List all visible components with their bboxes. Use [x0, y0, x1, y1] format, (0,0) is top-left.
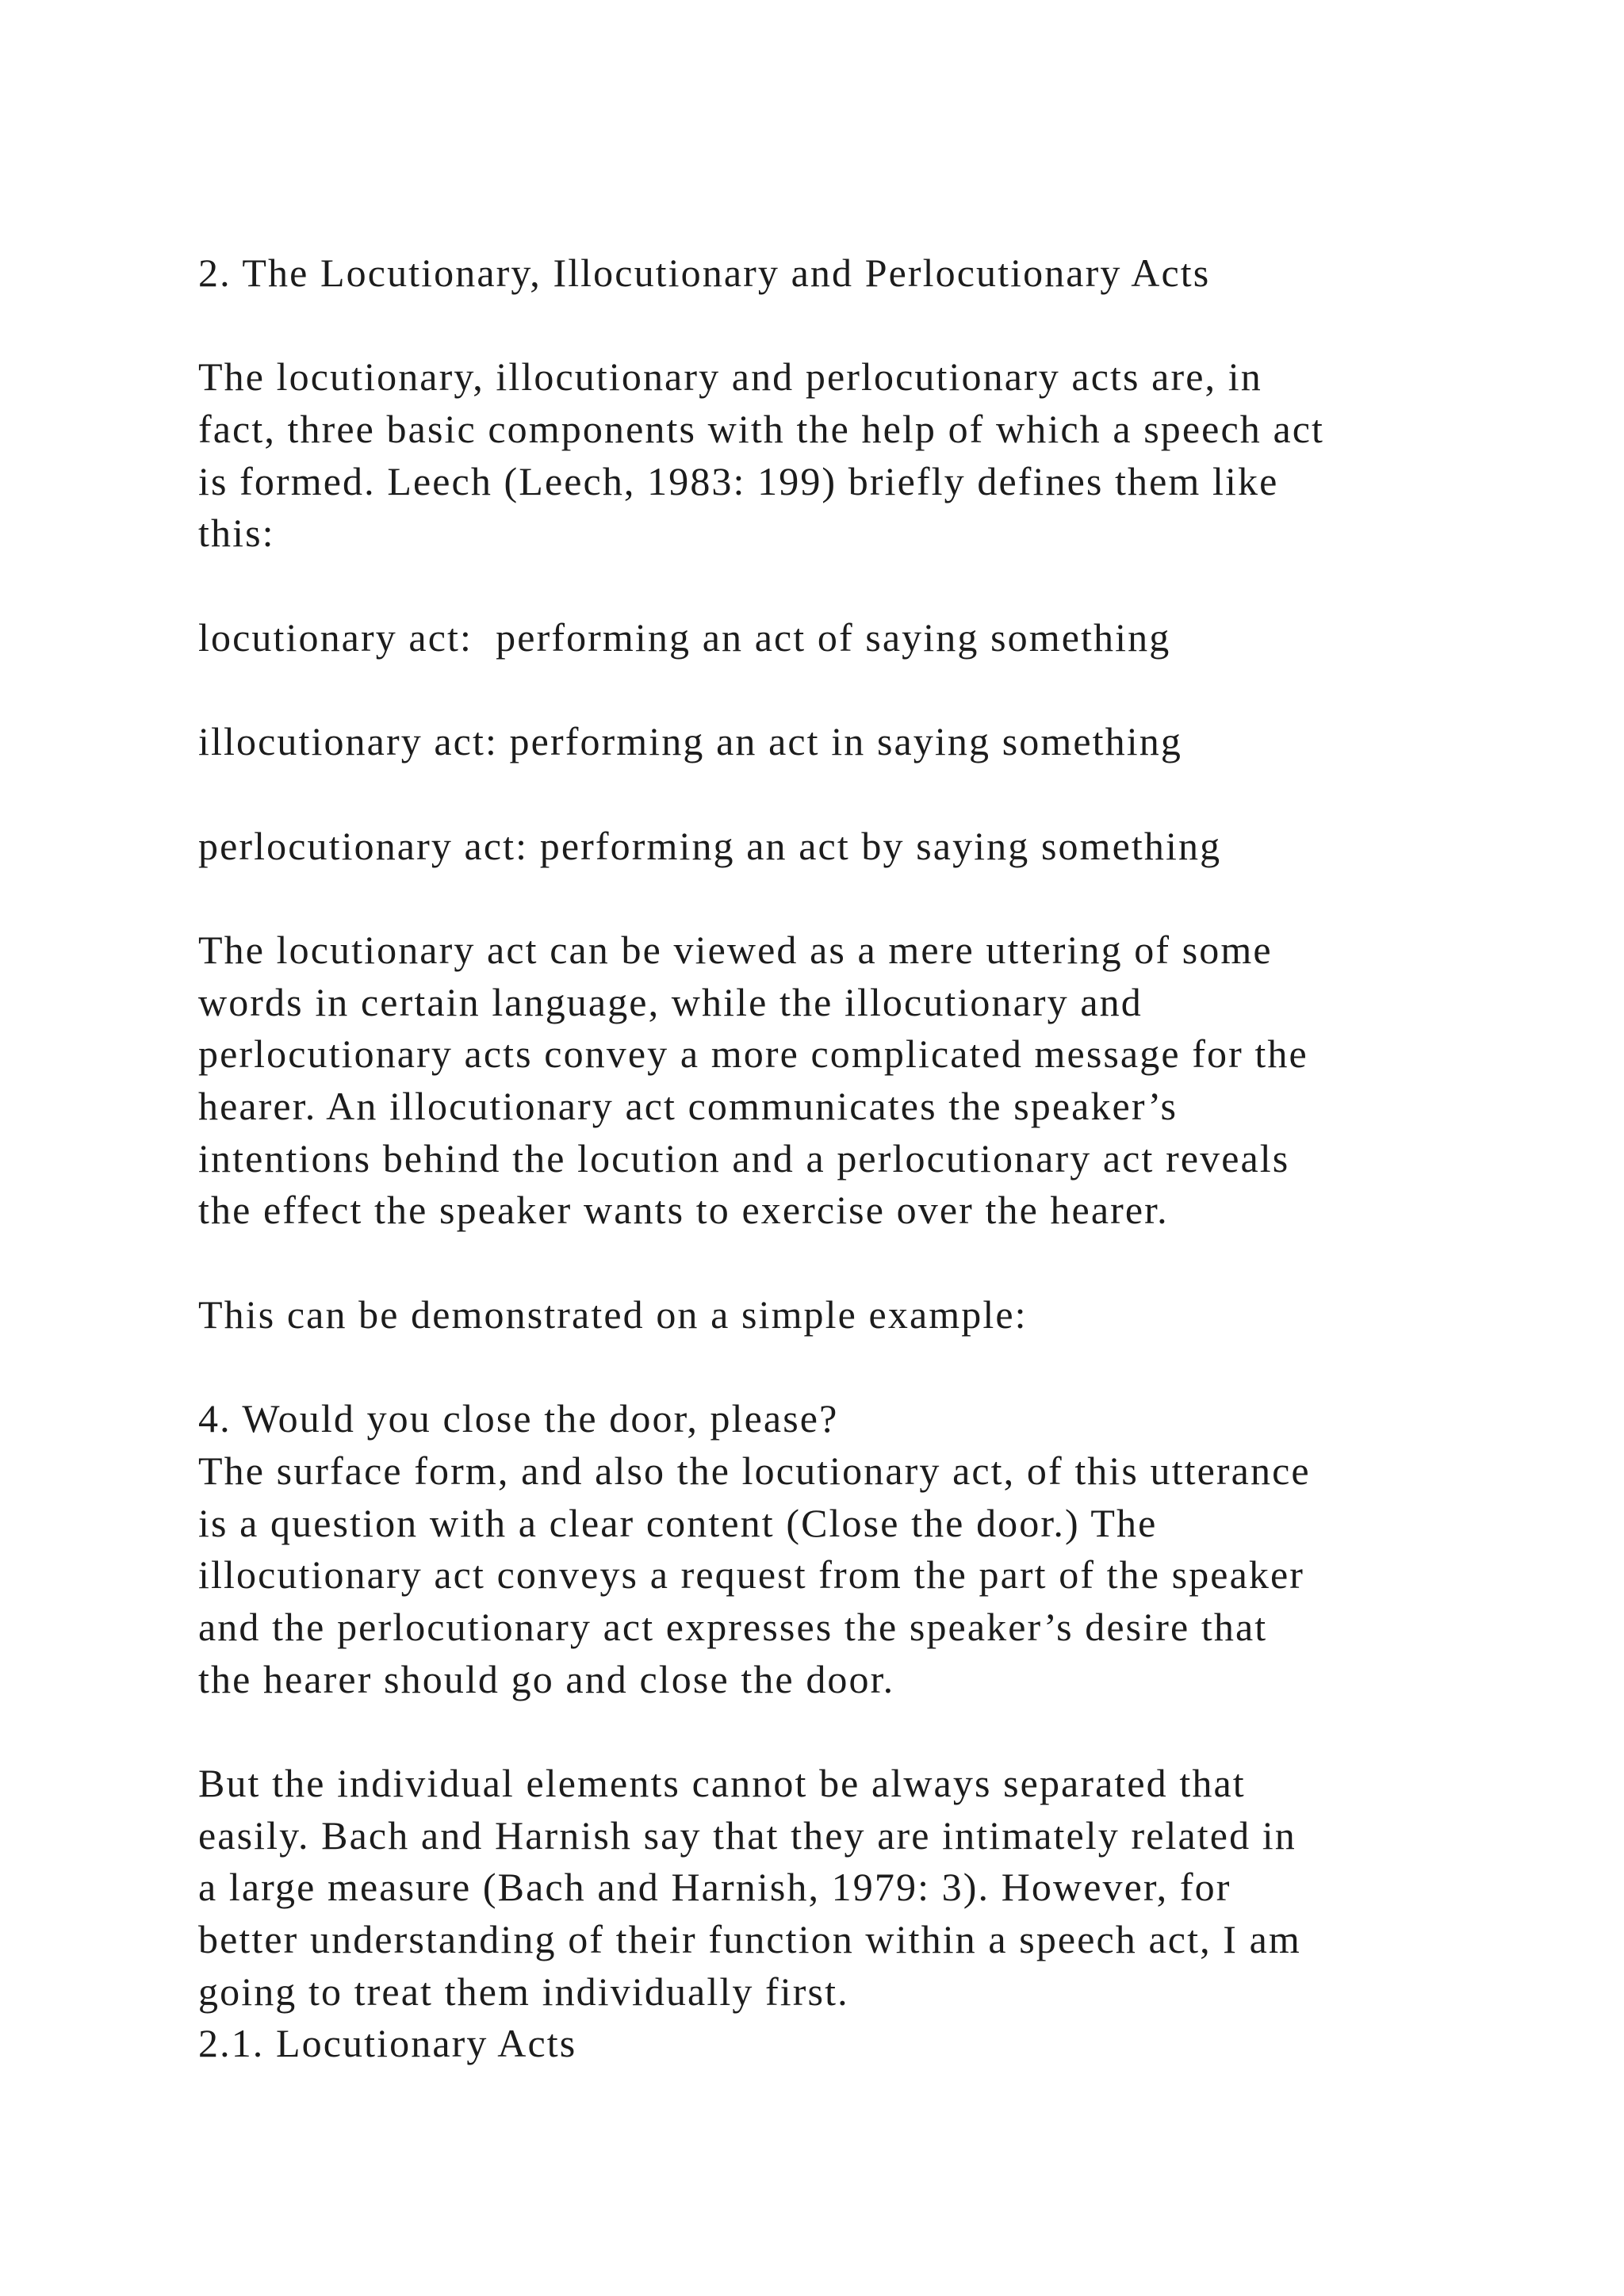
paragraph-gap	[198, 1341, 1435, 1393]
text-line: The locutionary, illocutionary and perlocutionary acts are, in	[198, 354, 1262, 400]
paragraph-gap	[198, 664, 1435, 717]
text-line: better understanding of their function within a speech act, I am	[198, 1917, 1301, 1961]
explanation-paragraph	[198, 924, 1435, 1237]
paragraph-gap	[198, 1705, 1435, 1758]
text-line: and the perlocutionary act expresses the speaker’s desire that	[198, 1604, 1268, 1649]
paragraph-gap	[198, 768, 1435, 821]
paragraph-gap	[198, 1237, 1435, 1289]
text-line: is a question with a clear content (Close the door.) The	[198, 1500, 1158, 1545]
section-heading: 2. The Locutionary, Illocutionary and Perlocutionary Acts	[198, 251, 1211, 295]
text-line: a large measure (Bach and Harnish, 1979: 3). However, for	[198, 1865, 1231, 1910]
text-line: But the individual elements cannot be always separated that	[198, 1760, 1246, 1805]
text-line: hearer. An illocutionary act communicates the speaker’s	[198, 1084, 1178, 1128]
text-line: is formed. Leech (Leech, 1983: 199) briefly defines them like	[198, 458, 1279, 503]
text-line: illocutionary act conveys a request from the part of the speaker	[198, 1552, 1305, 1598]
example-sentence: 4. Would you close the door, please?	[198, 1396, 839, 1441]
definition-perlocutionary: perlocutionary act: performing an act by saying something	[198, 823, 1222, 868]
text-line: words in certain language, while the illocutionary and	[198, 979, 1143, 1024]
text-line: perlocutionary acts convey a more complicated message for the	[198, 1031, 1308, 1077]
paragraph-gap	[198, 300, 1435, 352]
text-line: going to treat them individually first.	[198, 1969, 849, 2014]
text-line: the hearer should go and close the door.	[198, 1656, 895, 1701]
example-paragraph	[198, 1393, 1435, 1705]
text-line: intentions behind the locution and a perlocutionary act reveals	[198, 1135, 1290, 1181]
demo-intro: This can be demonstrated on a simple example:	[198, 1292, 1028, 1337]
paragraph-gap	[198, 872, 1435, 924]
intro-paragraph	[198, 351, 1435, 560]
text-line: the effect the speaker wants to exercise over the hearer.	[198, 1188, 1169, 1233]
closing-paragraph	[198, 1758, 1435, 2070]
text-line: easily. Bach and Harnish say that they are intimately related in	[198, 1812, 1297, 1858]
document-body	[198, 247, 1435, 2070]
text-line: this:	[198, 511, 275, 556]
text-line: The surface form, and also the locutionary act, of this utterance	[198, 1448, 1311, 1493]
text-line: The locutionary act can be viewed as a mere uttering of some	[198, 927, 1273, 972]
definition-locutionary: locutionary act: performing an act of saying something	[198, 614, 1171, 660]
definition-illocutionary: illocutionary act: performing an act in saying something	[198, 719, 1182, 764]
paragraph-gap	[198, 560, 1435, 612]
subsection-heading: 2.1. Locutionary Acts	[198, 2021, 577, 2066]
text-line: fact, three basic components with the help of which a speech act	[198, 407, 1325, 452]
